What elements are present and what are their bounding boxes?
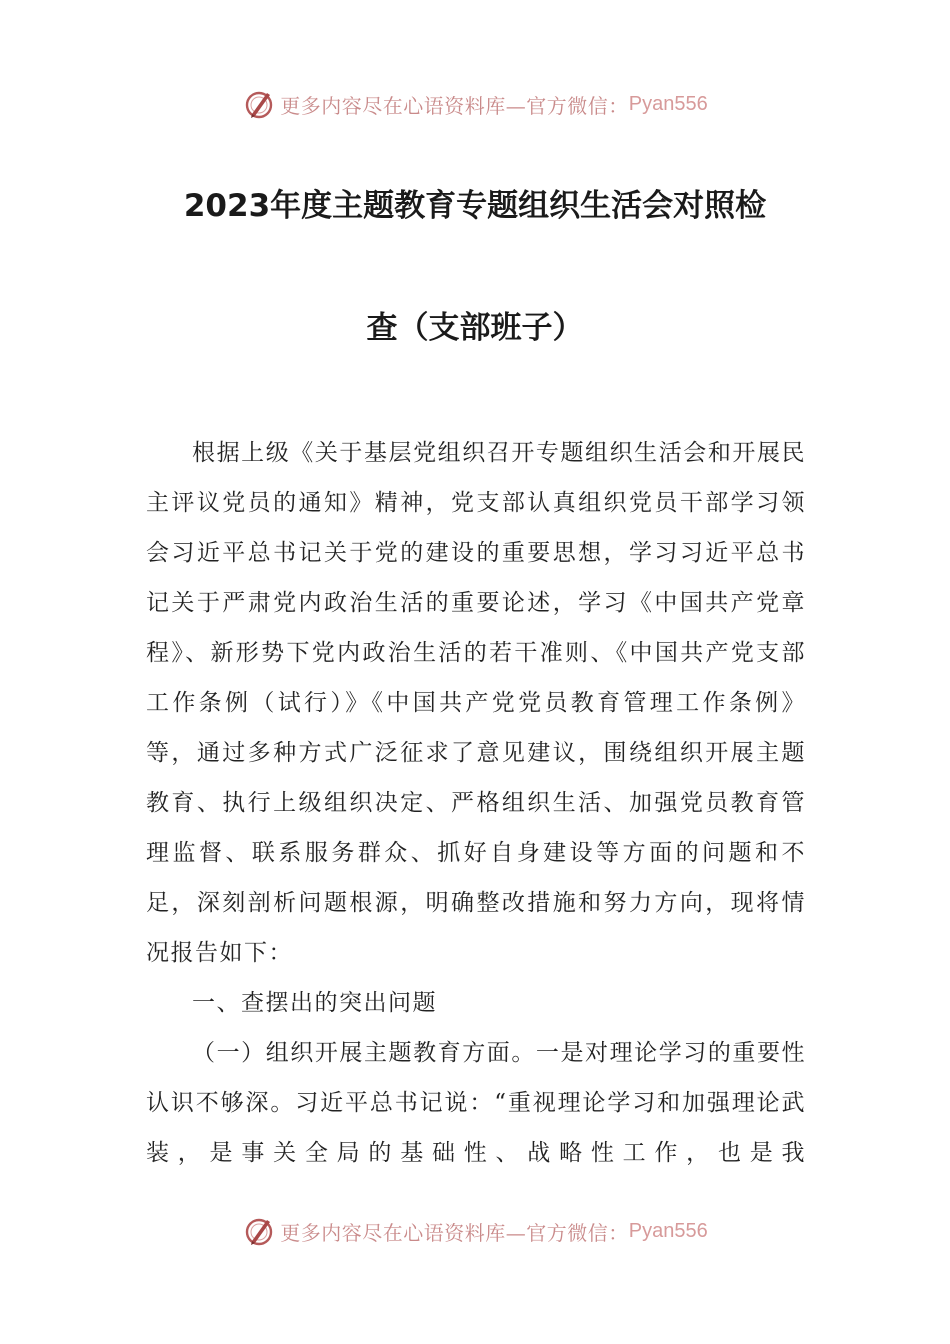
watermark-handle: Pyan556	[628, 1219, 708, 1242]
watermark-header	[0, 84, 950, 124]
section-heading: 一、查摆出的突出问题	[192, 990, 437, 1016]
document-body	[146, 428, 806, 1178]
watermark-text: 更多内容尽在心语资料库—官方微信：	[280, 1220, 629, 1245]
watermark-handle: Pyan556	[628, 92, 708, 115]
watermark-text: 更多内容尽在心语资料库—官方微信：	[280, 93, 629, 118]
pen-ring-logo-icon	[242, 87, 276, 121]
document-title-line2: 查（支部班子）	[366, 310, 584, 346]
document-title-line1: 2023年度主题教育专题组织生活会对照检	[183, 188, 767, 224]
watermark-footer	[0, 1211, 950, 1251]
pen-ring-logo-icon	[242, 1214, 276, 1248]
paragraph-subsection-1: （一）组织开展主题教育方面。一是对理论学习的重要性认识不够深。习近平总书记说：“重视理论学习和加强理论武装，是事关全局的基础性、战略性工作，也是我	[146, 1040, 806, 1166]
paragraph-intro: 根据上级《关于基层党组织召开专题组织生活会和开展民主评议党员的通知》精神，党支部认真组织党员干部学习领会习近平总书记关于党的建设的重要思想，学习习近平总书记关于严肃党内政治生活的重要论述，学习《中国共产党章程》、新形势下党内政治生活的若干准则、《中国共产党支部工作条例（试行）》《中国共产党党员教育管理工作条例》等，通过多种方式广泛征求了意见建议，围绕组织开展主题教育、执行上级组织决定、严格组织生活、加强党员教育管理监督、联系服务群众、抓好自身建设等方面的问题和不足，深刻剖析问题根源，明确整改措施和努力方向，现将情况报告如下：	[146, 440, 806, 966]
